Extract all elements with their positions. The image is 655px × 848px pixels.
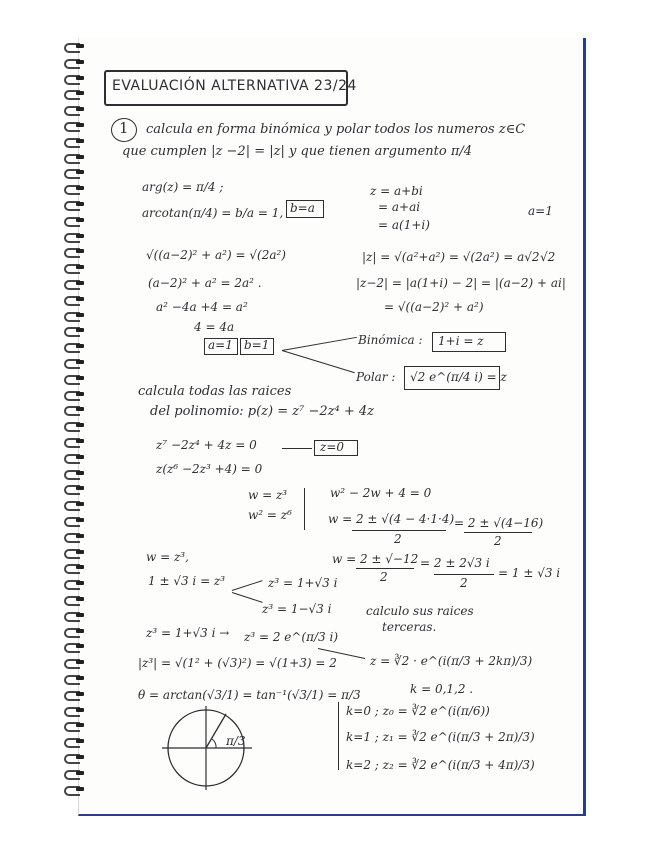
spiral-ring-icon	[64, 753, 86, 761]
spiral-ring-icon	[64, 342, 86, 350]
z-cubed-minus: z³ = 1−√3 i	[262, 602, 332, 616]
angle-label: π/3	[226, 734, 246, 748]
modulus-z-minus-2: |z−2| = |a(1+i) − 2| = |(a−2) + ai|	[356, 276, 566, 290]
b-equals-a: b=a	[290, 201, 315, 215]
spiral-ring-icon	[64, 153, 86, 161]
spiral-ring-icon	[64, 58, 86, 66]
spiral-ring-icon	[64, 74, 86, 82]
spiral-ring-icon	[64, 216, 86, 224]
spiral-ring-icon	[64, 484, 86, 492]
problem1-statement-line1: calcula en forma binómica y polar todos los numeros z∈C	[146, 122, 526, 137]
modulus-equation: √((a−2)² + a²) = √(2a²)	[146, 248, 286, 262]
poly-factored: z(z⁶ −2z³ +4) = 0	[156, 462, 263, 476]
cube-root-formula: z = ∛2 · e^(i(π/3 + 2kπ)/3)	[370, 654, 533, 668]
spiral-ring-icon	[64, 785, 86, 793]
z-cubed-modulus: |z³| = √(1² + (√3)²) = √(1+3) = 2	[138, 656, 337, 670]
z-cubed-equation: 1 ± √3 i = z³	[148, 574, 226, 588]
spiral-ring-icon	[64, 548, 86, 556]
spiral-ring-icon	[64, 105, 86, 113]
page-title: EVALUACIÓN ALTERNATIVA 23/24	[112, 78, 357, 94]
quadratic-simplified: = 2 ± √(4−16)	[454, 516, 544, 530]
problem2-statement-line1: calcula todas las raices	[138, 384, 292, 399]
spiral-ring-icon	[64, 737, 86, 745]
modulus-result: = √((a−2)² + a²)	[384, 300, 484, 314]
a-equals-1-note: a=1	[528, 204, 553, 218]
spiral-binding-icon	[64, 42, 88, 812]
denominator-4: 2	[460, 576, 468, 590]
z-factored: = a(1+i)	[378, 218, 430, 232]
binomica-label: Binómica :	[358, 333, 423, 347]
spiral-ring-icon	[64, 453, 86, 461]
problem2-statement-line2: del polinomio: p(z) = z⁷ −2z⁴ + 4z	[150, 404, 374, 419]
b-equals-1: b=1	[244, 338, 270, 352]
w-solutions: = 1 ± √3 i	[498, 566, 561, 580]
spiral-ring-icon	[64, 121, 86, 129]
spiral-ring-icon	[64, 437, 86, 445]
spiral-ring-icon	[64, 706, 86, 714]
binomica-result: 1+i = z	[438, 334, 484, 348]
spiral-ring-icon	[64, 516, 86, 524]
w-root-three: = 2 ± 2√3 i	[420, 556, 490, 570]
a-equals-1: a=1	[208, 338, 233, 352]
expanded-equation: a² −4a +4 = a²	[156, 300, 248, 314]
spiral-ring-icon	[64, 769, 86, 777]
w-substitution: w = z³	[248, 488, 288, 502]
theta-argument: θ = arctan(√3/1) = tan⁻¹(√3/1) = π/3	[138, 688, 361, 702]
unit-circle-diagram	[158, 704, 268, 790]
spiral-ring-icon	[64, 469, 86, 477]
spiral-ring-icon	[64, 595, 86, 603]
modulus-z: |z| = √(a²+a²) = √(2a²) = a√2	[362, 250, 540, 264]
spiral-ring-icon	[64, 279, 86, 287]
spiral-ring-icon	[64, 89, 86, 97]
root-k0: k=0 ; z₀ = ∛2 e^(i(π/6))	[346, 704, 490, 718]
z-cubed-plus: z³ = 1+√3 i	[268, 576, 338, 590]
spiral-ring-icon	[64, 390, 86, 398]
spiral-ring-icon	[64, 263, 86, 271]
spiral-ring-icon	[64, 500, 86, 508]
four-equals-4a: 4 = 4a	[194, 320, 235, 334]
spiral-ring-icon	[64, 42, 86, 50]
spiral-ring-icon	[64, 421, 86, 429]
spiral-ring-icon	[64, 690, 86, 698]
root-k1: k=1 ; z₁ = ∛2 e^(i(π/3 + 2π)/3)	[346, 730, 535, 744]
polar-label: Polar :	[356, 370, 396, 384]
arg-line: arg(z) = π/4 ;	[142, 180, 224, 194]
divider	[304, 488, 305, 530]
root-k2: k=2 ; z₂ = ∛2 e^(i(π/3 + 4π)/3)	[346, 758, 535, 772]
spiral-ring-icon	[64, 658, 86, 666]
denominator-1: 2	[394, 532, 402, 546]
spiral-ring-icon	[64, 232, 86, 240]
quadratic-equation: w² − 2w + 4 = 0	[330, 486, 432, 500]
root-two-note: √2	[540, 250, 556, 264]
spiral-ring-icon	[64, 642, 86, 650]
polar-result: √2 e^(π/4 i) = z	[410, 370, 507, 384]
spiral-ring-icon	[64, 374, 86, 382]
arctan-line: arcotan(π/4) = b/a = 1,	[142, 206, 284, 220]
spiral-ring-icon	[64, 358, 86, 366]
arrow-root-zero	[282, 448, 312, 449]
spiral-ring-icon	[64, 247, 86, 255]
spiral-ring-icon	[64, 311, 86, 319]
spiral-ring-icon	[64, 184, 86, 192]
k-values: k = 0,1,2 .	[410, 682, 474, 696]
z-cubed-start: z³ = 1+√3 i →	[146, 626, 230, 640]
denominator-2: 2	[494, 534, 502, 548]
z-a-ai: = a+ai	[378, 200, 421, 214]
problem-number: 1	[119, 119, 129, 137]
z-zero: z=0	[320, 440, 345, 454]
z-form: z = a+bi	[370, 184, 423, 198]
spiral-ring-icon	[64, 611, 86, 619]
roots-note-line2: terceras.	[382, 620, 437, 634]
spiral-ring-icon	[64, 326, 86, 334]
spiral-ring-icon	[64, 405, 86, 413]
w-discriminant: w = 2 ± √−12	[332, 552, 419, 566]
spiral-ring-icon	[64, 168, 86, 176]
spiral-ring-icon	[64, 137, 86, 145]
spiral-ring-icon	[64, 627, 86, 635]
spiral-ring-icon	[64, 721, 86, 729]
squared-equation: (a−2)² + a² = 2a² .	[148, 276, 262, 290]
roots-brace	[338, 702, 339, 770]
spiral-ring-icon	[64, 200, 86, 208]
w-equals-z-cubed: w = z³,	[146, 550, 189, 564]
quadratic-formula: w = 2 ± √(4 − 4·1·4)	[328, 512, 455, 526]
z-cubed-polar: z³ = 2 e^(π/3 i)	[244, 630, 339, 644]
poly-equation: z⁷ −2z⁴ + 4z = 0	[156, 438, 257, 452]
spiral-ring-icon	[64, 295, 86, 303]
spiral-ring-icon	[64, 563, 86, 571]
roots-note-line1: calculo sus raices	[366, 604, 474, 618]
w-squared: w² = z⁶	[248, 508, 292, 522]
spiral-ring-icon	[64, 579, 86, 587]
spiral-ring-icon	[64, 674, 86, 682]
problem1-statement-line2: que cumplen |z −2| = |z| y que tienen argumento π/4	[122, 144, 473, 159]
spiral-ring-icon	[64, 532, 86, 540]
denominator-3: 2	[380, 570, 388, 584]
